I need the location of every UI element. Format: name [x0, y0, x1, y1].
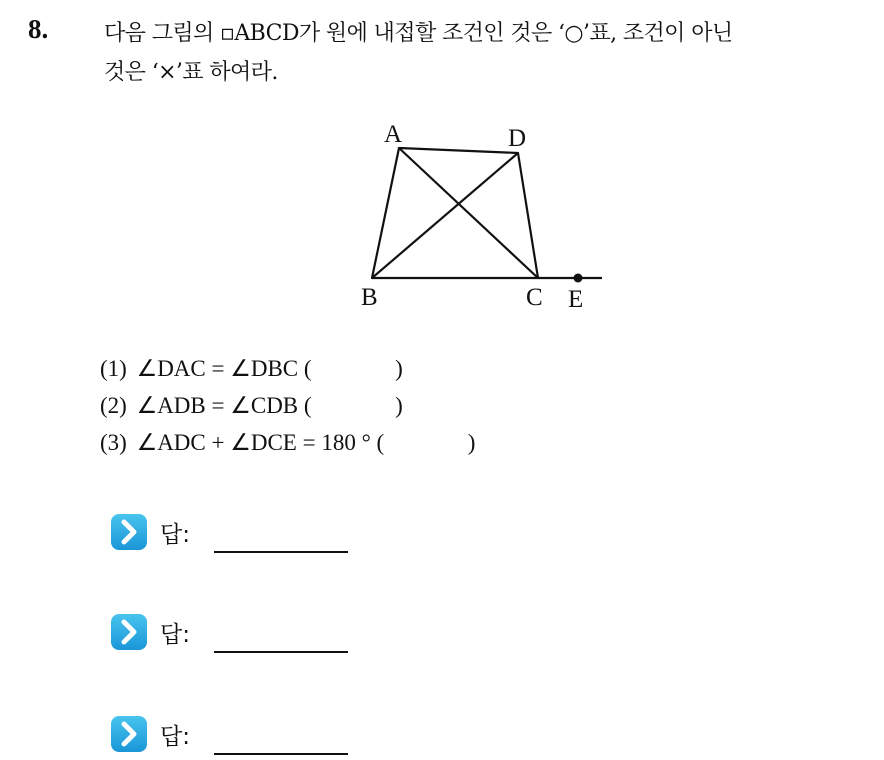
- vertex-label-c: C: [526, 284, 543, 311]
- vertex-label-b: B: [361, 284, 378, 311]
- question-text-line2: 것은 ‘×’표 하여라.: [104, 60, 278, 85]
- answer-input-line[interactable]: [214, 551, 348, 553]
- quadrilateral-abcd: [372, 148, 538, 278]
- sub-question-expression: ∠DAC = ∠DBC (: [136, 356, 312, 381]
- chevron-right-icon: [110, 715, 148, 753]
- point-e-dot: [574, 274, 583, 283]
- answer-input-line[interactable]: [214, 651, 348, 653]
- chevron-right-icon: [110, 513, 148, 551]
- chevron-right-icon: [110, 613, 148, 651]
- closing-paren: ): [467, 430, 476, 455]
- sub-question-expression: ∠ADB = ∠CDB (: [136, 393, 312, 418]
- sub-question-2: [100, 393, 403, 419]
- vertex-label-d: D: [508, 125, 527, 152]
- sub-question-number: (2): [100, 393, 127, 418]
- closing-paren: ): [395, 393, 403, 418]
- closing-paren: ): [395, 356, 403, 381]
- question-number: 8.: [28, 14, 49, 44]
- sub-question-number: (3): [100, 430, 127, 455]
- vertex-label-a: A: [384, 121, 403, 148]
- answer-label: 답:: [160, 724, 190, 750]
- sub-question-expression: ∠ADC + ∠DCE = 180 ° (: [136, 430, 385, 455]
- point-label-e: E: [568, 286, 584, 313]
- answer-input-line[interactable]: [214, 753, 348, 755]
- answer-label: 답:: [160, 522, 190, 548]
- question-text-line1: 다음 그림의 ▫ABCD가 원에 내접할 조건인 것은 ‘○’표, 조건이 아닌: [104, 21, 733, 46]
- sub-question-number: (1): [100, 356, 127, 381]
- quadrilateral-figure: [340, 112, 610, 317]
- sub-question-1: [100, 356, 403, 382]
- sub-question-3: [100, 430, 475, 456]
- diagonal-ac: [399, 148, 538, 278]
- answer-label: 답:: [160, 622, 190, 648]
